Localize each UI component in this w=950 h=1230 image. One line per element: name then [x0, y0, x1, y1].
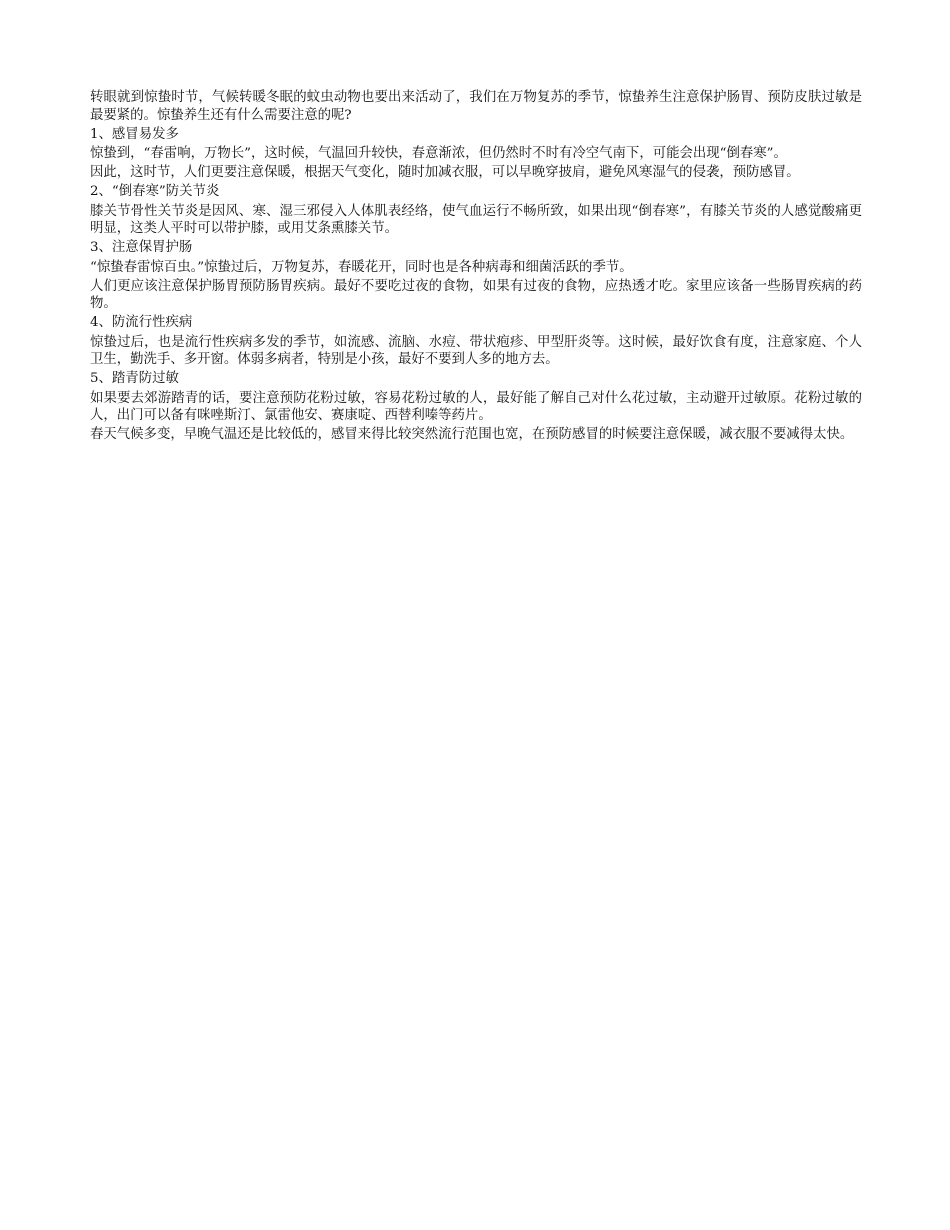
section-paragraph: 人们更应该注意保护肠胃预防肠胃疾病。最好不要吃过夜的食物，如果有过夜的食物，应热透才吃。家里应该备一些肠胃疾病的药物。 [90, 278, 862, 311]
section-paragraph: 膝关节骨性关节炎是因风、寒、湿三邪侵入人体肌表经络，使气血运行不畅所致，如果出现“倒春寒”，有膝关节炎的人感觉酸痛更明显，这类人平时可以带护膝，或用艾条熏膝关节。 [90, 203, 862, 236]
section-paragraph: 如果要去郊游踏青的话，要注意预防花粉过敏，容易花粉过敏的人，最好能了解自己对什么花过敏，主动避开过敏原。花粉过敏的人，出门可以备有咪唑斯汀、氯雷他安、赛康啶、西替利嗪等药片。 [90, 390, 862, 423]
section-paragraph: 春天气候多变，早晚气温还是比较低的，感冒来得比较突然流行范围也宽，在预防感冒的时候要注意保暖，减衣服不要减得太快。 [90, 427, 854, 442]
section-arthritis [90, 183, 862, 238]
section-heading: 3、注意保胃护肠 [90, 240, 193, 255]
section-heading: 1、感冒易发多 [90, 126, 179, 142]
section-paragraph: 因此，这时节，人们更要注意保暖，根据天气变化，随时加减衣服，可以早晚穿披肩，避免风寒湿气的侵袭，预防感冒。 [90, 165, 800, 180]
section-epidemic [90, 314, 862, 369]
intro-paragraph: 转眼就到惊蛰时节，气候转暖冬眠的蚊虫动物也要出来活动了，我们在万物复苏的季节，惊蛰养生注意保护肠胃、预防皮肤过敏是最要紧的。惊蛰养生还有什么需要注意的呢? [90, 90, 862, 123]
section-paragraph: “惊蛰春雷惊百虫。”惊蛰过后，万物复苏，春暖花开，同时也是各种病毒和细菌活跃的季节。 [90, 259, 633, 275]
section-cold [90, 126, 862, 182]
section-paragraph: 惊蛰过后，也是流行性疾病多发的季节，如流感、流脑、水痘、带状疱疹、甲型肝炎等。这时候，最好饮食有度，注意家庭、个人卫生，勤洗手、多开窗。体弱多病者，特别是小孩，最好不要到人多的地方去。 [90, 334, 862, 367]
section-allergy [90, 370, 862, 444]
section-heading: 4、防流行性疾病 [90, 315, 193, 330]
section-paragraph: 惊蛰到，“春雷响，万物长”，这时候，气温回升较快，春意渐浓，但仍然时不时有冷空气南下，可能会出现“倒春寒”。 [90, 146, 787, 161]
section-heading: 2、“倒春寒”防关节炎 [90, 184, 220, 199]
article-body [90, 89, 862, 445]
section-heading: 5、踏青防过敏 [90, 371, 179, 386]
section-stomach [90, 239, 862, 313]
